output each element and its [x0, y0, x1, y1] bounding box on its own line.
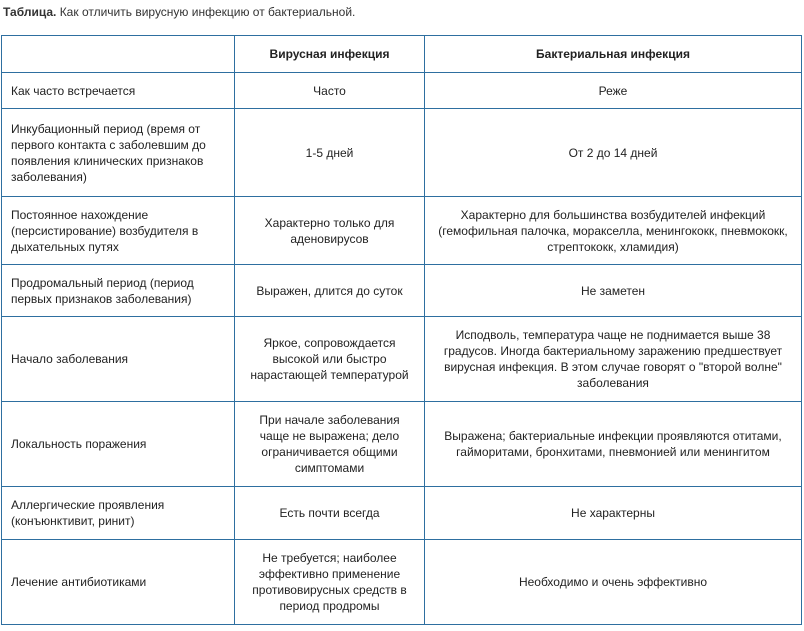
- row-label: Как часто встречается: [2, 73, 235, 109]
- bacterial-cell: Не заметен: [425, 265, 802, 317]
- bacterial-cell: Реже: [425, 73, 802, 109]
- table-row: [2, 73, 802, 109]
- row-label: Продромальный период (период первых признаков заболевания): [2, 265, 235, 317]
- bacterial-cell: Не характерны: [425, 487, 802, 540]
- bacterial-cell: Исподволь, температура чаще не поднимается выше 38 градусов. Иногда бактериальному заражению предшествует вирусная инфекция. В этом случае говорят о "второй волне" заболевания: [425, 317, 802, 402]
- comparison-table: [1, 35, 802, 625]
- row-label: Постоянное нахождение (персистирование) возбудителя в дыхательных путях: [2, 197, 235, 265]
- row-label: Аллергические проявления (конъюнктивит, ринит): [2, 487, 235, 540]
- bacterial-cell: Выражена; бактериальные инфекции проявляются отитами, гайморитами, бронхитами, пневмонией или менингитом: [425, 402, 802, 487]
- viral-cell: Характерно только для аденовирусов: [235, 197, 425, 265]
- header-row: [2, 36, 802, 73]
- table-row: [2, 197, 802, 265]
- header-cell-viral: Вирусная инфекция: [235, 36, 425, 73]
- header-cell-bacterial: Бактериальная инфекция: [425, 36, 802, 73]
- header-cell-empty: [2, 36, 235, 73]
- table-caption: [3, 4, 355, 20]
- row-label: Лечение антибиотиками: [2, 540, 235, 625]
- caption-text: Как отличить вирусную инфекцию от бактериальной.: [56, 5, 356, 19]
- viral-cell: При начале заболевания чаще не выражена; дело ограничивается общими симптомами: [235, 402, 425, 487]
- viral-cell: Выражен, длится до суток: [235, 265, 425, 317]
- caption-label: Таблица.: [3, 5, 57, 19]
- table-row: [2, 487, 802, 540]
- table-row: [2, 402, 802, 487]
- table-row: [2, 317, 802, 402]
- table-row: [2, 540, 802, 625]
- row-label: Локальность поражения: [2, 402, 235, 487]
- row-label: Начало заболевания: [2, 317, 235, 402]
- table-row: [2, 109, 802, 197]
- table-row: [2, 265, 802, 317]
- row-label: Инкубационный период (время от первого контакта с заболевшим до появления клинических признаков заболевания): [2, 109, 235, 197]
- bacterial-cell: Характерно для большинства возбудителей инфекций (гемофильная палочка, моракселла, менингококк, пневмококк, стрептококк, хламидия): [425, 197, 802, 265]
- bacterial-cell: От 2 до 14 дней: [425, 109, 802, 197]
- viral-cell: Часто: [235, 73, 425, 109]
- bacterial-cell: Необходимо и очень эффективно: [425, 540, 802, 625]
- viral-cell: Яркое, сопровождается высокой или быстро нарастающей температурой: [235, 317, 425, 402]
- viral-cell: Не требуется; наиболее эффективно применение противовирусных средств в период продромы: [235, 540, 425, 625]
- viral-cell: 1-5 дней: [235, 109, 425, 197]
- viral-cell: Есть почти всегда: [235, 487, 425, 540]
